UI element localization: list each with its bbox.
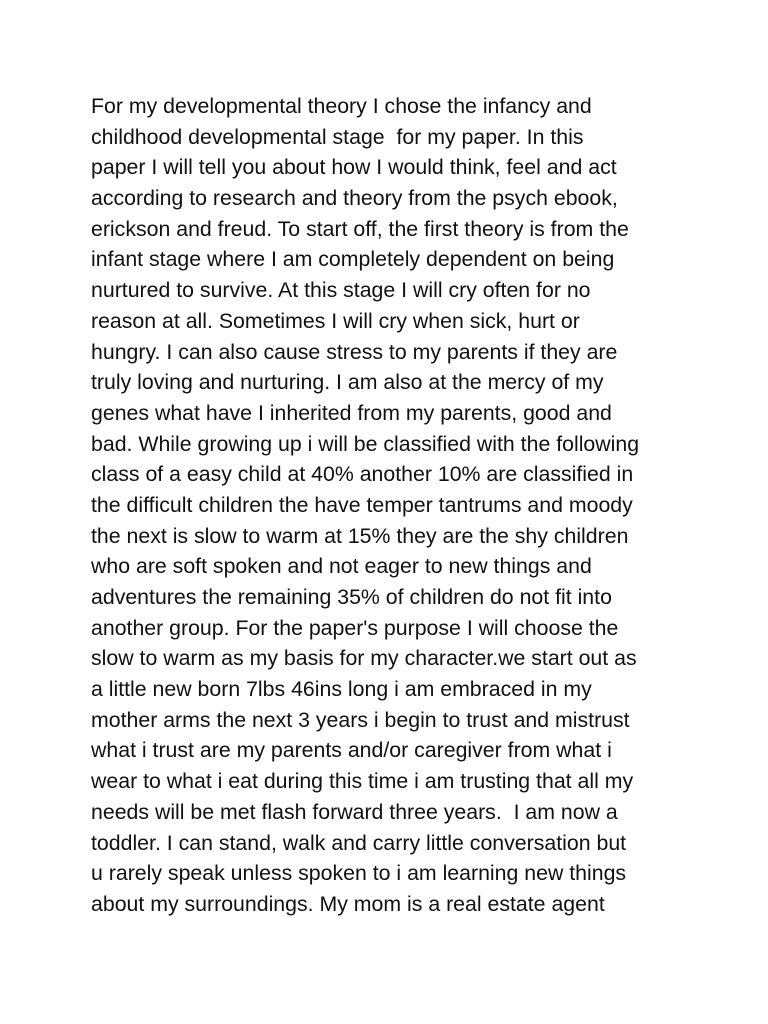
- text-line: what i trust are my parents and/or caregiver from what i: [91, 738, 612, 763]
- text-line: class of a easy child at 40% another 10% are classified in: [91, 462, 634, 487]
- text-line: toddler. I can stand, walk and carry little conversation but: [91, 830, 627, 855]
- text-line: hungry. I can also cause stress to my parents if they are: [91, 339, 618, 364]
- text-line: nurtured to survive. At this stage I will cry often for no: [91, 278, 591, 303]
- body-paragraph: [91, 91, 711, 920]
- text-line: about my surroundings. My mom is a real estate agent: [91, 891, 605, 916]
- text-line: needs will be met flash forward three years. I am now a: [91, 799, 618, 824]
- text-line: childhood developmental stage for my paper. In this: [91, 124, 584, 149]
- text-line: u rarely speak unless spoken to i am learning new things: [91, 861, 627, 886]
- text-line: reason at all. Sometimes I will cry when sick, hurt or: [91, 308, 580, 333]
- text-line: adventures the remaining 35% of children do not fit into: [91, 585, 612, 609]
- text-line: the difficult children the have temper tantrums and moody: [91, 492, 633, 517]
- text-line: mother arms the next 3 years i begin to trust and mistrust: [91, 707, 630, 732]
- text-line: genes what have I inherited from my parents, good and: [91, 400, 612, 425]
- text-line: infant stage where I am completely dependent on being: [91, 247, 615, 272]
- text-line: the next is slow to warm at 15% they are the shy children: [91, 523, 629, 548]
- text-line: wear to what i eat during this time i am trusting that all my: [91, 769, 634, 794]
- text-line: erickson and freud. To start off, the first theory is from the: [91, 216, 629, 241]
- text-line: paper I will tell you about how I would think, feel and act: [91, 155, 617, 180]
- text-line: another group. For the paper's purpose I will choose the: [91, 615, 619, 640]
- text-line: slow to warm as my basis for my character.we start out as: [91, 646, 637, 671]
- text-line: For my developmental theory I chose the infancy and: [91, 94, 592, 118]
- text-line: according to research and theory from the psych ebook,: [91, 186, 618, 211]
- text-line: who are soft spoken and not eager to new things and: [91, 554, 592, 579]
- text-line: bad. While growing up i will be classified with the following: [91, 431, 640, 456]
- text-line: truly loving and nurturing. I am also at the mercy of my: [91, 370, 604, 395]
- text-line: a little new born 7lbs 46ins long i am embraced in my: [91, 677, 592, 702]
